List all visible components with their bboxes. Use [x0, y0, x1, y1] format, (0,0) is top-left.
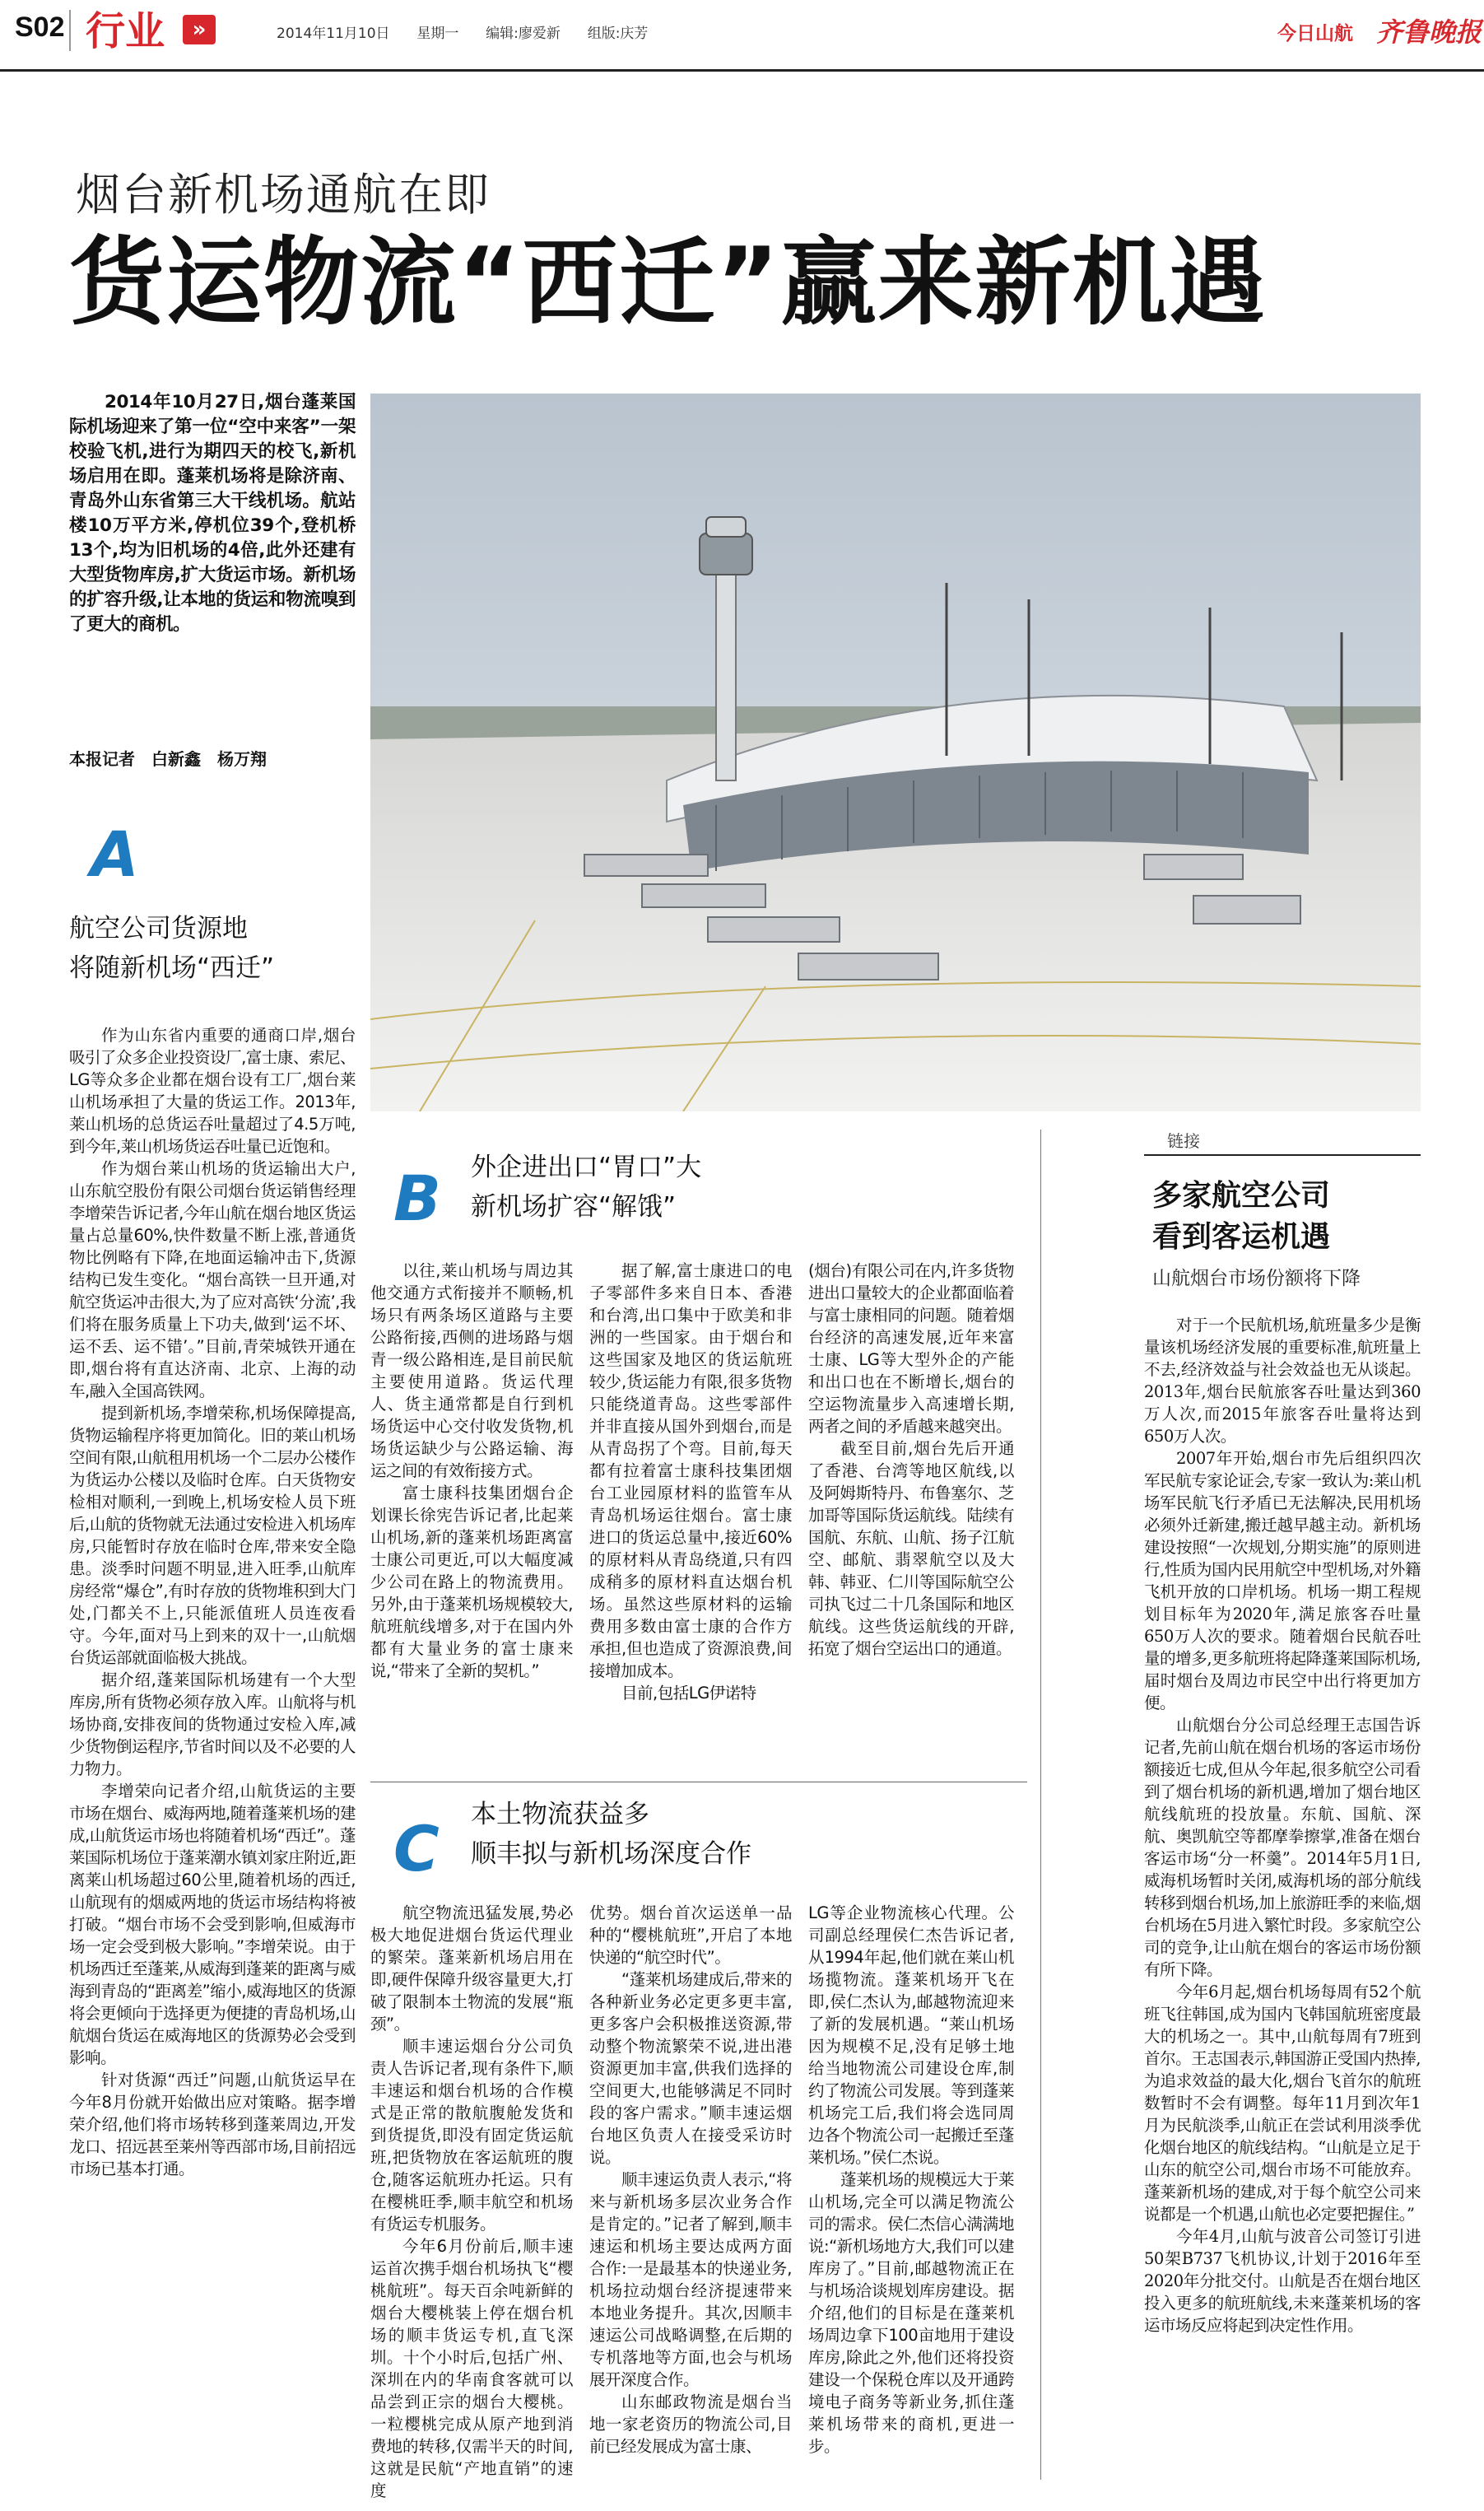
section-c-letter: C	[393, 1812, 440, 1885]
section-a-paragraph: 提到新机场,李增荣称,机场保障提高,货物运输程序将更加简化。旧的莱山机场空间有限,山航租用机场一个二层办公楼作为货运办公楼以及临时仓库。白天货物安检相对顺利,一到晚上,机场安检人员下班后,山航的货物就无法通过安检进入机场库房,只能暂时存放在临时仓库,带来安全隐患。淡季时问题不明显,进入旺季,山航库房经常“爆仓”,有时存放的货物堆积到大门处,门都关不上,只能派值班人员连夜看守。今年,面对马上到来的双十一,山航烟台货运部就面临极大挑战。	[69, 1404, 356, 1667]
section-c-paragraph: 顺丰速运烟台分公司负责人告诉记者,现有条件下,顺丰速运和烟台机场的合作模式是正常的散航腹舱发货和到货提货,即没有固定货运航班,把货物放在客运航班的腹仓,随客运航班办托运。只有在樱桃旺季,顺丰航空和机场有货运专机服务。	[370, 2037, 573, 2234]
airport-photo	[370, 394, 1421, 1111]
sidebar-vertical-rule	[1040, 1130, 1041, 2480]
section-c-title-line2: 顺丰拟与新机场深度合作	[471, 1839, 751, 1869]
section-c-paragraph: LG等企业物流核心代理。公司副总经理侯仁杰告诉记者,从1994年起,他们就在莱山机场揽物流。蓬莱机场开飞在即,侯仁杰认为,邮越物流迎来了新的发展机遇。“莱山机场因为规模不足,没有足够土地给当地物流公司建设仓库,制约了物流公司发展。等到蓬莱机场完工后,我们将会选同周边各个物流公司一起搬迁至蓬莱机场。”侯仁杰说。	[808, 1903, 1014, 2167]
sidebar-paragraph: 今年4月,山航与波音公司签订引进50架B737飞机协议,计划于2016年至2020年分批交付。山航是否在烟台地区投入更多的航班航线,未来蓬莱机场的客运市场反应将起到决定性作用。	[1144, 2227, 1421, 2335]
section-c-paragraph: 蓬莱机场的规模远大于莱山机场,完全可以满足物流公司的需求。侯仁杰信心满满地说:“新机场地方大,我们可以建库房了。”目前,邮越物流正在与机场洽谈规划库房建设。据介绍,他们的目标是在蓬莱机场周边拿下100亩地用于建设库房,除此之外,他们还将投资建设一个保税仓库以及开通跨境电子商务等新业务,抓住蓬莱机场带来的商机,更进一步。	[808, 2170, 1014, 2456]
section-b-col2	[589, 1260, 792, 1704]
section-c-paragraph: 航空物流迅猛发展,势必极大地促进烟台货运代理业的繁荣。蓬莱新机场启用在即,硬件保障升级容量更大,打破了限制本土物流的发展“瓶颈”。	[370, 1903, 573, 2033]
section-a-paragraph: 李增荣向记者介绍,山航货运的主要市场在烟台、威海两地,随着蓬莱机场的建成,山航货运市场也将随着机场“西迁”。蓬莱国际机场位于蓬莱潮水镇刘家庄附近,距离莱山机场超过60公里,随着机场的西迁,山航现有的烟威两地的货运市场结构将被打破。“烟台市场不会受到影响,但威海市场一定会受到极大影响。”李增荣说。由于机场西迁至蓬莱,从威海到蓬莱的距离与威海到青岛的“距离差”缩小,威海地区的货源将会更倾向于选择更为便捷的青岛机场,山航烟台货运在威海地区的货源势必会受到影响。	[69, 1782, 356, 2067]
section-c-title	[471, 1795, 751, 1874]
section-b-col1	[370, 1260, 573, 1682]
sidebar-subtitle: 山航烟台市场份额将下降	[1152, 1268, 1361, 1289]
header-date: 2014年11月10日	[277, 26, 390, 42]
header-divider	[69, 10, 71, 51]
section-c-col1	[370, 1902, 573, 2502]
page-number: S02	[15, 12, 65, 43]
sidebar-title-line2: 看到客运机遇	[1152, 1220, 1331, 1254]
headline-kicker: 烟台新机场通航在即	[76, 169, 491, 221]
sidebar-body	[1144, 1314, 1421, 2336]
headline-main: 货运物流“西迁”赢来新机遇	[69, 227, 1267, 338]
sidebar-title-line1: 多家航空公司	[1152, 1179, 1331, 1213]
section-c-paragraph: 今年6月份前后,顺丰速运首次携手烟台机场执飞“樱桃航班”。每天百余吨新鲜的烟台大樱桃装上停在烟台机场的顺丰货运专机,直飞深圳。十个小时后,包括广州、深圳在内的华南食客就可以品尝到正宗的烟台大樱桃。一粒樱桃完成从原产地到消费地的转移,仅需半天的时间,这就是民航“产地直销”的速度	[370, 2237, 573, 2500]
sidebar-tag	[1144, 1130, 1421, 1156]
sidebar-title	[1152, 1176, 1330, 1258]
header-editor: 编辑:廖爱新	[486, 26, 561, 42]
section-a-letter: A	[91, 818, 139, 891]
section-a-title-line2: 将随新机场“西迁”	[69, 953, 275, 983]
section-c-paragraph: 山东邮政物流是烟台当地一家老资历的物流公司,目前已经发展成为富士康、	[589, 2392, 792, 2456]
section-b-title	[471, 1148, 701, 1227]
section-a-title-line1: 航空公司货源地	[69, 914, 248, 943]
section-a-paragraph: 针对货源“西迁”问题,山航货运早在今年8月份就开始做出应对策略。据李增荣介绍,他们将市场转移到蓬莱周边,开发龙口、招远甚至莱州等西部市场,目前招远市场已基本打通。	[69, 2071, 356, 2178]
section-b-paragraph: 据了解,富士康进口的电子零部件多来自日本、香港和台湾,出口集中于欧美和非洲的一些国家。由于烟台和这些国家及地区的货运航班较少,货运能力有限,很多货物只能绕道青岛。这些零部件并非直接从国外到烟台,而是从青岛拐了个弯。目前,每天都有拉着富士康科技集团烟台工业园原材料的监管车从青岛机场运往烟台。富士康进口的货运总量中,接近60%的原材料从青岛绕道,只有四成稍多的原材料直达烟台机场。虽然这些原材料的运输费用多数由富士康的合作方承担,但也造成了资源浪费,间接增加成本。	[589, 1261, 792, 1680]
byline: 本报记者 白新鑫 杨万翔	[69, 749, 267, 769]
section-b-paragraph: (烟台)有限公司在内,许多货物进出口量较大的企业都面临着与富士康相同的问题。随着烟台经济的高速发展,近年来富士康、LG等大型外企的产能和出口也在不断增长,烟台的空运物流量步入高速增长期,两者之间的矛盾越来越突出。	[808, 1261, 1014, 1436]
section-b-paragraph: 目前,包括LG伊诺特	[621, 1684, 756, 1703]
header-layout: 组版:庆芳	[587, 26, 649, 42]
section-c-title-line1: 本土物流获益多	[471, 1800, 649, 1829]
section-a-paragraph: 作为山东省内重要的通商口岸,烟台吸引了众多企业投资设厂,富士康、索尼、LG等众多企业都在烟台设有工厂,烟台莱山机场承担了大量的货运工作。2013年,莱山机场的总货运吞吐量超过了4.5万吨,到今年,莱山机场货运吞吐量已近饱和。	[69, 1026, 356, 1156]
section-label: 行业	[86, 8, 165, 54]
lead-paragraph: 2014年10月27日,烟台蓬莱国际机场迎来了第一位“空中来客”一架校验飞机,进行为期四天的校飞,新机场启用在即。蓬莱机场将是除济南、青岛外山东省第三大干线机场。航站楼10万平方米,停机位39个,登机桥13个,均为旧机场的4倍,此外还建有大型货物库房,扩大货运市场。新机场的扩容升级,让本地的货运和物流嗅到了更大的商机。	[69, 392, 356, 635]
sidebar-tag-label: 链接	[1167, 1131, 1200, 1151]
section-a-title	[69, 909, 356, 988]
section-c-paragraph: 顺丰速运负责人表示,“将来与新机场多层次业务合作是肯定的。”记者了解到,顺丰速运和机场主要达成两方面合作:一是最基本的快递业务,机场拉动烟台经济提速带来本地业务提升。其次,因顺丰速运公司战略调整,在后期的专机落地等方面,也会与机场展开深度合作。	[589, 2170, 792, 2389]
section-a-paragraph: 作为烟台莱山机场的货运输出大户,山东航空股份有限公司烟台货运销售经理李增荣告诉记者,今年山航在烟台地区货运量占总量60%,快件数量不断上涨,普通货物比例略有下降,在地面运输冲击下,货源结构已发生变化。“烟台高铁一旦开通,对航空货运冲击很大,为了应对高铁‘分流’,我们将在服务质量上下功夫,做到‘运不坏、运不丢、运不错’。”目前,青荣城铁开通在即,烟台将有直达济南、北京、上海的动车,融入全国高铁网。	[69, 1159, 356, 1400]
sidebar-paragraph: 对于一个民航机场,航班量多少是衡量该机场经济发展的重要标准,航班量上不去,经济效益与社会效益也无从谈起。2013年,烟台民航旅客吞吐量达到360万人次,而2015年旅客吞吐量将达到650万人次。	[1144, 1316, 1421, 1446]
section-b-title-line2: 新机场扩容“解饿”	[471, 1192, 677, 1222]
section-c-col2	[589, 1902, 792, 2457]
section-a-body	[69, 1024, 356, 2180]
header-meta	[277, 21, 648, 42]
section-b-col3	[808, 1260, 1014, 1660]
header-rule	[0, 69, 1484, 72]
section-b-paragraph: 富士康科技集团烟台企划课长徐宪告诉记者,比起莱山机场,新的蓬莱机场距离富士康公司更近,可以大幅度减少公司在路上的物流费用。另外,由于蓬莱机场规模较大,航班航线增多,对于在国内外都有大量业务的富士康来说,“带来了全新的契机。”	[370, 1484, 573, 1680]
sidebar-paragraph: 山航烟台分公司总经理王志国告诉记者,先前山航在烟台机场的客运市场份额接近七成,但从今年起,很多航空公司看到了烟台机场的新机遇,增加了烟台地区航线航班的投放量。东航、国航、深航、奥凯航空等都摩拳擦掌,准备在烟台客运市场“分一杯羹”。2014年5月1日,威海机场暂时关闭,威海机场的部分航线转移到烟台机场,加上旅游旺季的来临,烟台机场在5月进入繁忙时段。多家航空公司的竞争,让山航在烟台的客运市场份额有所下降。	[1144, 1716, 1421, 1979]
section-b-title-line1: 外企进出口“胃口”大	[471, 1153, 702, 1182]
section-c-paragraph: 优势。烟台首次运送单一品种的“樱桃航班”,开启了本地快递的“航空时代”。	[589, 1903, 792, 1967]
paper-logo: 齐鲁晚报	[1376, 16, 1482, 48]
sidebar-paragraph: 2007年开始,烟台市先后组织四次军民航专家论证会,专家一致认为:莱山机场军民航飞行矛盾已无法解决,民用机场必须外迁新建,搬迁越早越主动。新机场建设按照“一次规划,分期实施”的原则进行,性质为国内民用航空中型机场,对外籍飞机开放的口岸机场。机场一期工程规划目标年为2020年,满足旅客吞吐量650万人次的要求。随着烟台民航吞吐量的增多,更多航班将起降蓬莱国际机场,届时烟台及周边市民空中出行将更加方便。	[1144, 1449, 1421, 1712]
header-weekday: 星期一	[416, 26, 459, 42]
page-header	[0, 0, 1484, 68]
section-arrow-icon: »	[183, 15, 216, 44]
lead-text	[69, 390, 356, 637]
section-b-paragraph: 截至目前,烟台先后开通了香港、台湾等地区航线,以及阿姆斯特丹、布鲁塞尔、芝加哥等国际货运航线。陆续有国航、东航、山航、扬子江航空、邮航、翡翠航空以及大韩、韩亚、仁川等国际航空公司执飞过二十几条国际和地区航线。这些货运航线的开辟,拓宽了烟台空运出口的通道。	[808, 1439, 1014, 1658]
section-b-letter: B	[393, 1162, 441, 1235]
section-c-col3	[808, 1902, 1014, 2457]
section-b-paragraph: 以往,莱山机场与周边其他交通方式衔接并不顺畅,机场只有两条场区道路与主要公路衔接,西侧的进场路与烟青一级公路相连,是目前民航主要使用道路。货运代理人、货主通常都是自行到机场货运中心交付收发货物,机场货运缺少与公路运输、海运之间的有效衔接方式。	[370, 1261, 573, 1480]
column-name: 今日山航	[1277, 23, 1353, 44]
airport-terminal-illustration	[370, 394, 1421, 1111]
section-a-paragraph: 据介绍,蓬莱国际机场建有一个大型库房,所有货物必须存放入库。山航将与机场协商,安排夜间的货物通过安检入库,减少货物倒运程序,节省时间以及不必要的人力物力。	[69, 1670, 356, 1778]
section-c-paragraph: “蓬莱机场建成后,带来的各种新业务必定更多更丰富,更多客户会积极推送资源,带动整个物流繁荣不说,进出港资源更加丰富,供我们选择的空间更大,也能够满足不同时段的客户需求。”顺丰速运烟台地区负责人在接受采访时说。	[589, 1970, 792, 2167]
sidebar-paragraph: 今年6月起,烟台机场每周有52个航班飞往韩国,成为国内飞韩国航班密度最大的机场之一。其中,山航每周有7班到首尔。王志国表示,韩国游正受国内热捧,为追求效益的最大化,烟台飞首尔的航班数暂时不会有调整。每年11月到次年1月为民航淡季,山航正在尝试利用淡季优化烟台地区的航线结构。“山航是立足于山东的航空公司,烟台市场不可能放弃。蓬莱新机场的建成,对于每个航空公司来说都是一个机遇,山航也必定要把握住。”	[1144, 1982, 1421, 2224]
